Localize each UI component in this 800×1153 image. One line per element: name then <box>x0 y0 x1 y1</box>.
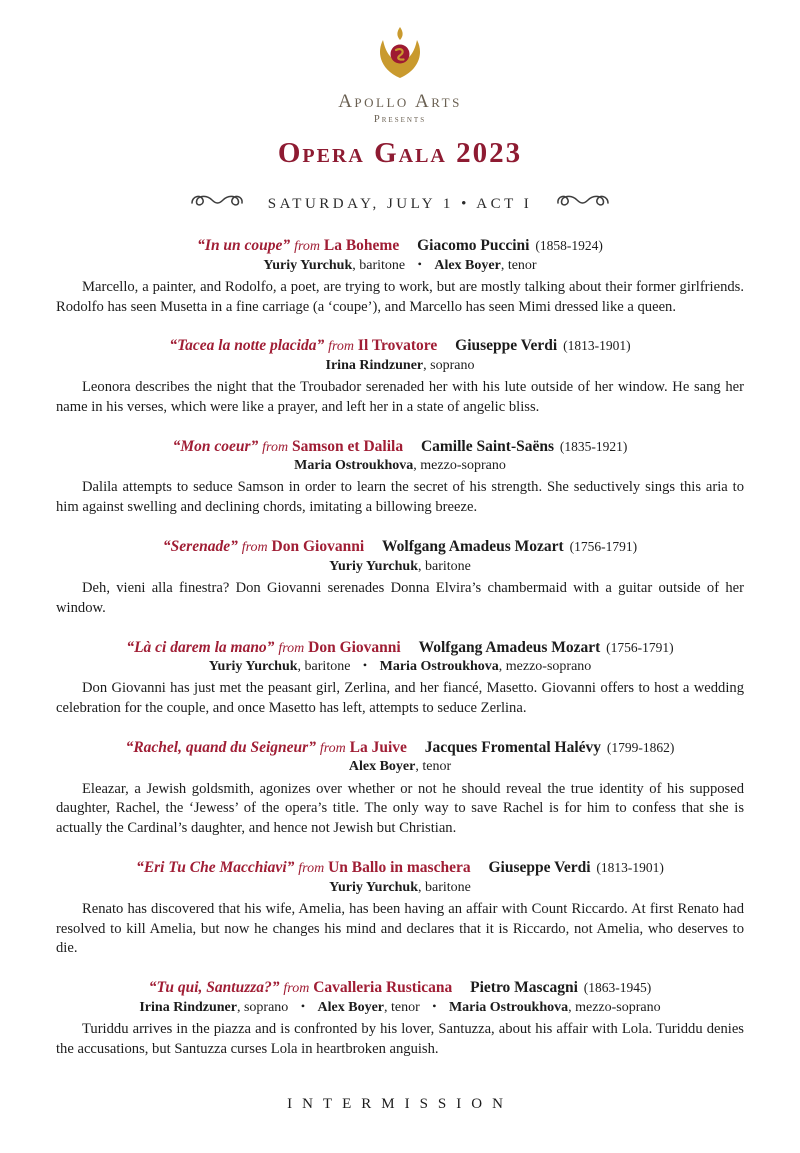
performer-voice: , soprano <box>423 357 475 373</box>
composer-name: Pietro Mascagni <box>470 979 578 997</box>
performer-name: Alex Boyer <box>348 759 416 775</box>
intermission-label: INTERMISSION <box>287 1095 513 1112</box>
program-entry <box>56 638 744 719</box>
program-entry <box>56 236 744 317</box>
performer-voice: , soprano <box>236 999 289 1015</box>
performer-name: Maria Ostroukhova <box>379 659 499 674</box>
opera-name: La Juive <box>349 738 407 756</box>
performer <box>326 358 475 373</box>
from-word: from <box>262 439 289 455</box>
performer <box>209 659 351 674</box>
from-word: from <box>298 861 325 877</box>
entry-heading <box>56 537 744 557</box>
aria-title: “Mon coeur” <box>172 437 259 455</box>
entry-description: Dalila attempts to seduce Samson in order to learn the secret of his strength. She seductively sings this aria to him against swelling and declining chords, imitating a billowing breeze. <box>56 479 744 516</box>
from-word: from <box>241 540 268 556</box>
date-line: SATURDAY, JULY 1 • ACT I <box>267 196 533 212</box>
performer-name: Yuriy Yurchuk <box>329 879 418 895</box>
composer-name: Wolfgang Amadeus Mozart <box>382 538 564 556</box>
entry-heading <box>56 858 744 878</box>
performer-voice: , tenor <box>500 257 537 273</box>
composer-name: Wolfgang Amadeus Mozart <box>418 638 601 656</box>
aria-title: “Là ci darem la mano” <box>126 638 275 656</box>
performer-voice: , mezzo-soprano <box>498 659 592 674</box>
opera-name: La Boheme <box>323 237 400 254</box>
performer-voice: , mezzo-soprano <box>568 999 661 1015</box>
entry-heading <box>56 978 744 998</box>
performer-voice: , baritone <box>417 558 471 574</box>
performer <box>329 880 471 895</box>
composer-name: Giacomo Puccini <box>417 237 530 254</box>
performers-line <box>56 357 744 375</box>
bullet-separator: • <box>417 256 422 271</box>
entry-description: Deh, vieni alla finestra? Don Giovanni serenades Donna Elvira’s chambermaid with a guitar outside of her window. <box>56 579 744 616</box>
performer-name: Alex Boyer <box>434 257 501 273</box>
composer-dates: (1799-1862) <box>606 739 675 755</box>
flourish-left-icon <box>190 192 244 217</box>
entry-heading <box>56 336 744 356</box>
composer-dates: (1813-1901) <box>596 860 664 876</box>
entry-description: Don Giovanni has just met the peasant girl, Zerlina, and her fiancé, Masetto. Giovanni offers to host a wedding celebration for the couple, and once Masetto has left, attempts to seduce Zerlina. <box>56 680 744 717</box>
opera-name: Don Giovanni <box>271 538 365 556</box>
from-word: from <box>283 981 310 997</box>
flourish-right-icon <box>556 192 610 217</box>
org-name: Apollo Arts <box>338 91 462 112</box>
program-entry <box>56 336 744 417</box>
performer-voice: , tenor <box>415 759 452 775</box>
performer-name: Irina Rindzuner <box>325 357 424 373</box>
performer <box>380 659 592 674</box>
performer-voice: , baritone <box>417 879 471 895</box>
lyre-logo-icon <box>374 69 426 86</box>
opera-name: Il Trovatore <box>357 337 438 355</box>
performer-voice: , baritone <box>352 257 406 273</box>
performer <box>318 1000 420 1015</box>
entry-description: Renato has discovered that his wife, Amelia, has been having an affair with Count Riccardo. At first Renato had resolved to kill Amelia, but now he changes his mind and declares that it is Riccardo, not Amelia, who deserves to die. <box>56 900 744 957</box>
logo-wrap <box>56 26 744 87</box>
date-row <box>56 192 744 217</box>
performers-line <box>56 457 744 475</box>
composer-name: Giuseppe Verdi <box>488 859 591 877</box>
performers-line <box>56 879 744 897</box>
presents-label: Presents <box>373 114 427 125</box>
performer-name: Yuriy Yurchuk <box>208 659 298 674</box>
aria-title: “Serenade” <box>162 538 238 556</box>
from-word: from <box>319 740 346 756</box>
aria-title: “Tacea la notte placida” <box>169 337 325 355</box>
composer-name: Jacques Fromental Halévy <box>424 738 602 756</box>
performer-name: Irina Rindzuner <box>139 999 237 1015</box>
performers-line <box>56 558 744 576</box>
composer-dates: (1813-1901) <box>563 338 631 354</box>
bullet-separator: • <box>300 998 306 1013</box>
performer <box>449 1000 661 1015</box>
composer-name: Camille Saint-Saëns <box>420 437 555 455</box>
aria-title: “Tu qui, Santuzza?” <box>148 979 280 997</box>
entry-description: Leonora describes the night that the Troubador serenaded her with his lute outside of her window. He sang her name in his verses, which were like a prayer, and left her in a state of angelic bliss. <box>56 379 744 415</box>
from-word: from <box>278 640 305 656</box>
entry-heading <box>56 638 744 658</box>
opera-name: Don Giovanni <box>308 638 401 656</box>
performer <box>329 559 471 574</box>
composer-dates: (1756-1791) <box>569 539 638 555</box>
entry-heading <box>56 236 744 256</box>
aria-title: “In un coupe” <box>197 237 291 254</box>
composer-dates: (1863-1945) <box>583 980 652 996</box>
program-entry <box>56 437 744 518</box>
performer <box>263 258 405 273</box>
program-entry <box>56 858 744 959</box>
from-word: from <box>328 339 355 355</box>
performers-line <box>56 658 744 676</box>
opera-name: Cavalleria Rusticana <box>313 979 453 997</box>
entry-heading <box>56 738 744 758</box>
performer-name: Maria Ostroukhova <box>294 458 414 474</box>
performers-line <box>56 758 744 776</box>
entry-heading <box>56 437 744 457</box>
entry-description: Marcello, a painter, and Rodolfo, a poet, are trying to work, but are mostly talking about their former girlfriends. Rodolfo has seen Musetta in a fine carriage (a ‘coupe’), and Marcello has seen Mimi dressed like a queen. <box>56 278 744 315</box>
aria-title: “Eri Tu Che Macchiavi” <box>136 859 295 877</box>
performer-name: Maria Ostroukhova <box>448 999 569 1015</box>
performer-name: Alex Boyer <box>317 999 384 1015</box>
aria-title: “Rachel, quand du Seigneur” <box>125 738 316 756</box>
performer <box>294 458 506 473</box>
composer-dates: (1858-1924) <box>535 238 603 253</box>
performers-line <box>56 999 744 1017</box>
entry-description: Turiddu arrives in the piazza and is confronted by his lover, Santuzza, about his affair with Lola. Turiddu denies the accusations, but Santuzza curses Lola in heartbroken anguish. <box>56 1021 744 1057</box>
page-title: Opera Gala 2023 <box>277 137 523 169</box>
composer-dates: (1756-1791) <box>606 639 674 655</box>
opera-name: Samson et Dalila <box>291 437 404 455</box>
bullet-separator: • <box>432 998 437 1013</box>
performer <box>434 258 536 273</box>
performer-name: Yuriy Yurchuk <box>329 558 418 574</box>
program-entry <box>56 738 744 839</box>
performer-name: Yuriy Yurchuk <box>263 257 353 273</box>
opera-name: Un Ballo in maschera <box>328 859 471 877</box>
performers-line <box>56 257 744 275</box>
entry-description: Eleazar, a Jewish goldsmith, agonizes over whether or not he should reveal the true identity of his supposed daughter, Rachel, the ‘Jewess’ of the opera’s title. The only way to save Rachel is for him to confess that she is actually the Cardinal’s daughter, and hence not Jewish but Christian. <box>56 780 744 837</box>
program-entry <box>56 978 744 1059</box>
performer <box>139 1000 288 1015</box>
performer-voice: , mezzo-soprano <box>413 458 506 474</box>
performer <box>349 759 451 774</box>
performer-voice: , baritone <box>297 659 351 674</box>
from-word: from <box>294 239 320 254</box>
performer-voice: , tenor <box>384 999 420 1015</box>
composer-name: Giuseppe Verdi <box>455 337 558 355</box>
composer-dates: (1835-1921) <box>559 438 628 454</box>
bullet-separator: • <box>362 658 368 672</box>
program-entry <box>56 537 744 618</box>
